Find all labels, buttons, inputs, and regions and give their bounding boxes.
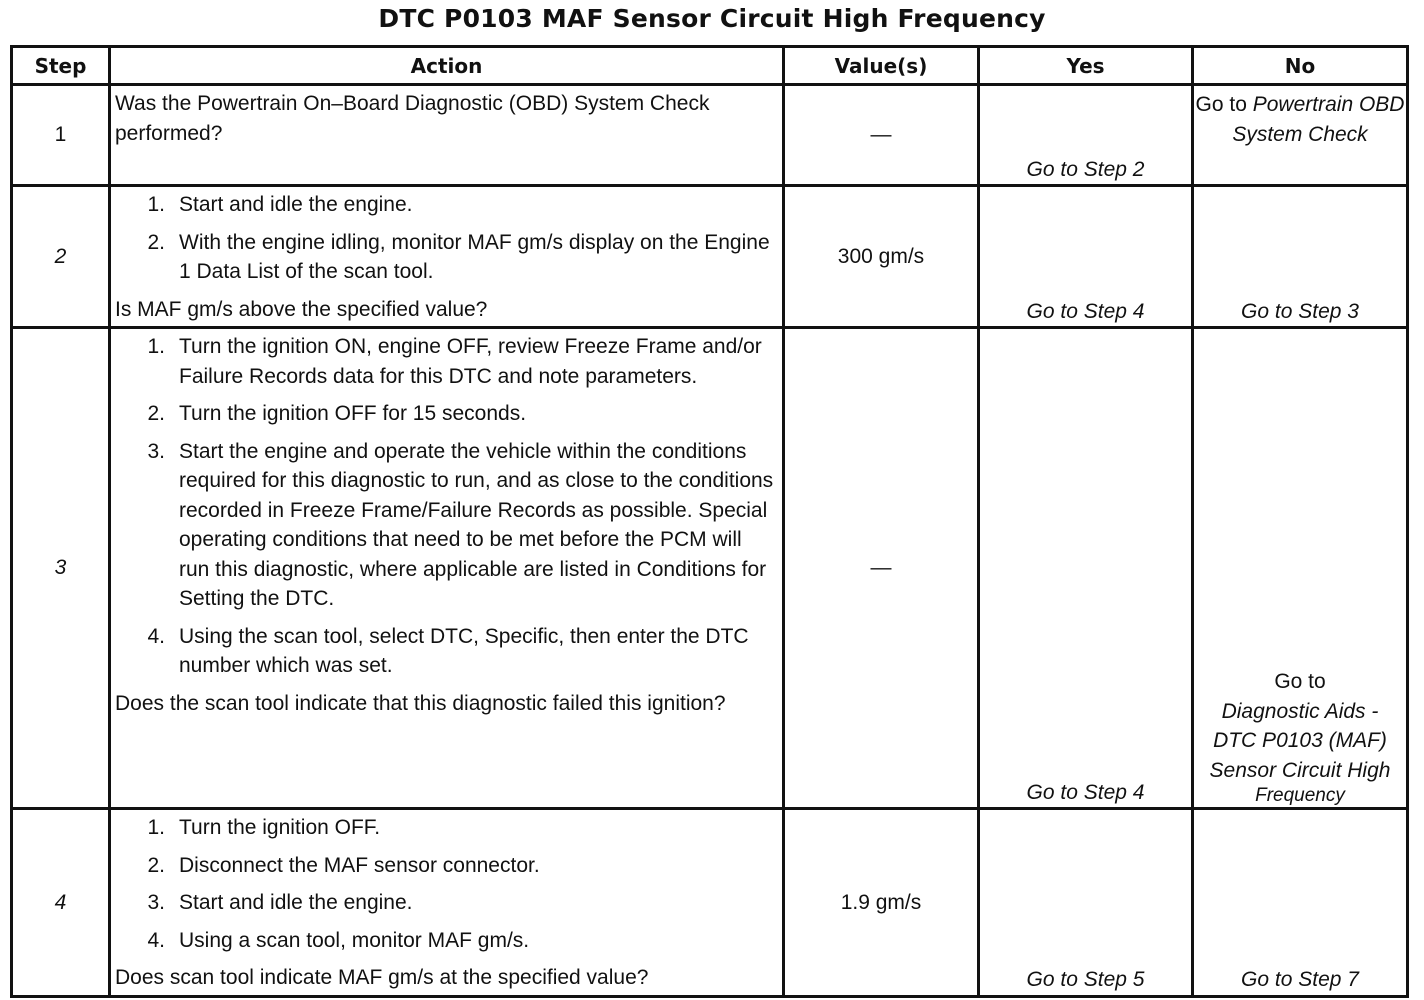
- table-row: [12, 85, 1408, 186]
- action-cell: [110, 186, 784, 328]
- header-no: No: [1193, 47, 1408, 85]
- no-link-text: Diagnostic Aids - DTC P0103 (MAF) Sensor Circuit High: [1209, 699, 1391, 782]
- step-number: 4: [12, 809, 110, 997]
- action-question: Does the scan tool indicate that this diagnostic failed this ignition?: [115, 691, 726, 715]
- table-header-row: [12, 47, 1408, 85]
- no-prefix: Go to: [1274, 670, 1326, 693]
- no-prefix: Go to: [1195, 93, 1247, 116]
- list-item: 1. Turn the ignition OFF.: [147, 816, 381, 839]
- list-item: 4. Using the scan tool, select DTC, Specific, then enter the DTC number which was set.: [147, 624, 749, 677]
- step-number: 3: [12, 328, 110, 809]
- no-cell: Go to Step 3: [1193, 186, 1408, 328]
- page-title: DTC P0103 MAF Sensor Circuit High Frequency: [378, 4, 1046, 33]
- header-step: Step: [12, 47, 110, 85]
- no-link-text-end: Frequency: [1255, 785, 1345, 806]
- list-item: 4. Using a scan tool, monitor MAF gm/s.: [147, 928, 530, 952]
- action-cell: [110, 809, 784, 997]
- action-cell: [110, 85, 784, 186]
- action-question: Is MAF gm/s above the specified value?: [115, 297, 488, 321]
- table-row: [12, 186, 1408, 328]
- action-steps-list: [115, 332, 774, 681]
- action-question: Was the Powertrain On–Board Diagnostic (OBD) System Check performed?: [115, 92, 710, 145]
- header-action: Action: [110, 47, 784, 85]
- action-cell: [110, 328, 784, 809]
- no-link-text: Powertrain OBD System Check: [1232, 93, 1405, 146]
- value-cell: 300 gm/s: [784, 186, 979, 328]
- yes-cell: Go to Step 4: [979, 328, 1193, 809]
- yes-cell: Go to Step 5: [979, 809, 1193, 997]
- no-cell: Go to Step 7: [1193, 809, 1408, 997]
- step-number: 2: [12, 186, 110, 328]
- table-row: [12, 328, 1408, 809]
- action-steps-list: [115, 813, 774, 955]
- list-item: 1. Turn the ignition ON, engine OFF, review Freeze Frame and/or Failure Records data for this DTC and note parameters.: [147, 335, 762, 388]
- no-cell: [1193, 328, 1408, 809]
- table-row: [12, 809, 1408, 997]
- list-item: 3. Start the engine and operate the vehicle within the conditions required for this diagnostic to run, and as close to the conditions recorded in Freeze Frame/Failure Records as possible. Special operating conditions that need to be met before the PCM will run this diagnostic, where applicable are listed in Conditions for Setting the DTC.: [147, 439, 774, 610]
- list-item: 1. Start and idle the engine.: [147, 193, 413, 216]
- value-cell: 1.9 gm/s: [784, 809, 979, 997]
- list-item: 3. Start and idle the engine.: [147, 891, 413, 914]
- no-cell: [1193, 85, 1408, 186]
- action-question: Does scan tool indicate MAF gm/s at the specified value?: [115, 966, 649, 989]
- list-item: 2. With the engine idling, monitor MAF gm/s display on the Engine 1 Data List of the scan tool.: [147, 230, 770, 283]
- action-steps-list: [115, 190, 774, 287]
- value-cell: —: [784, 85, 979, 186]
- value-cell: —: [784, 328, 979, 809]
- list-item: 2. Disconnect the MAF sensor connector.: [147, 853, 540, 877]
- header-values: Value(s): [784, 47, 979, 85]
- yes-cell: Go to Step 2: [979, 85, 1193, 186]
- yes-cell: Go to Step 4: [979, 186, 1193, 328]
- step-number: 1: [12, 85, 110, 186]
- diagnostic-table: [10, 45, 1409, 998]
- list-item: 2. Turn the ignition OFF for 15 seconds.: [147, 402, 527, 425]
- header-yes: Yes: [979, 47, 1193, 85]
